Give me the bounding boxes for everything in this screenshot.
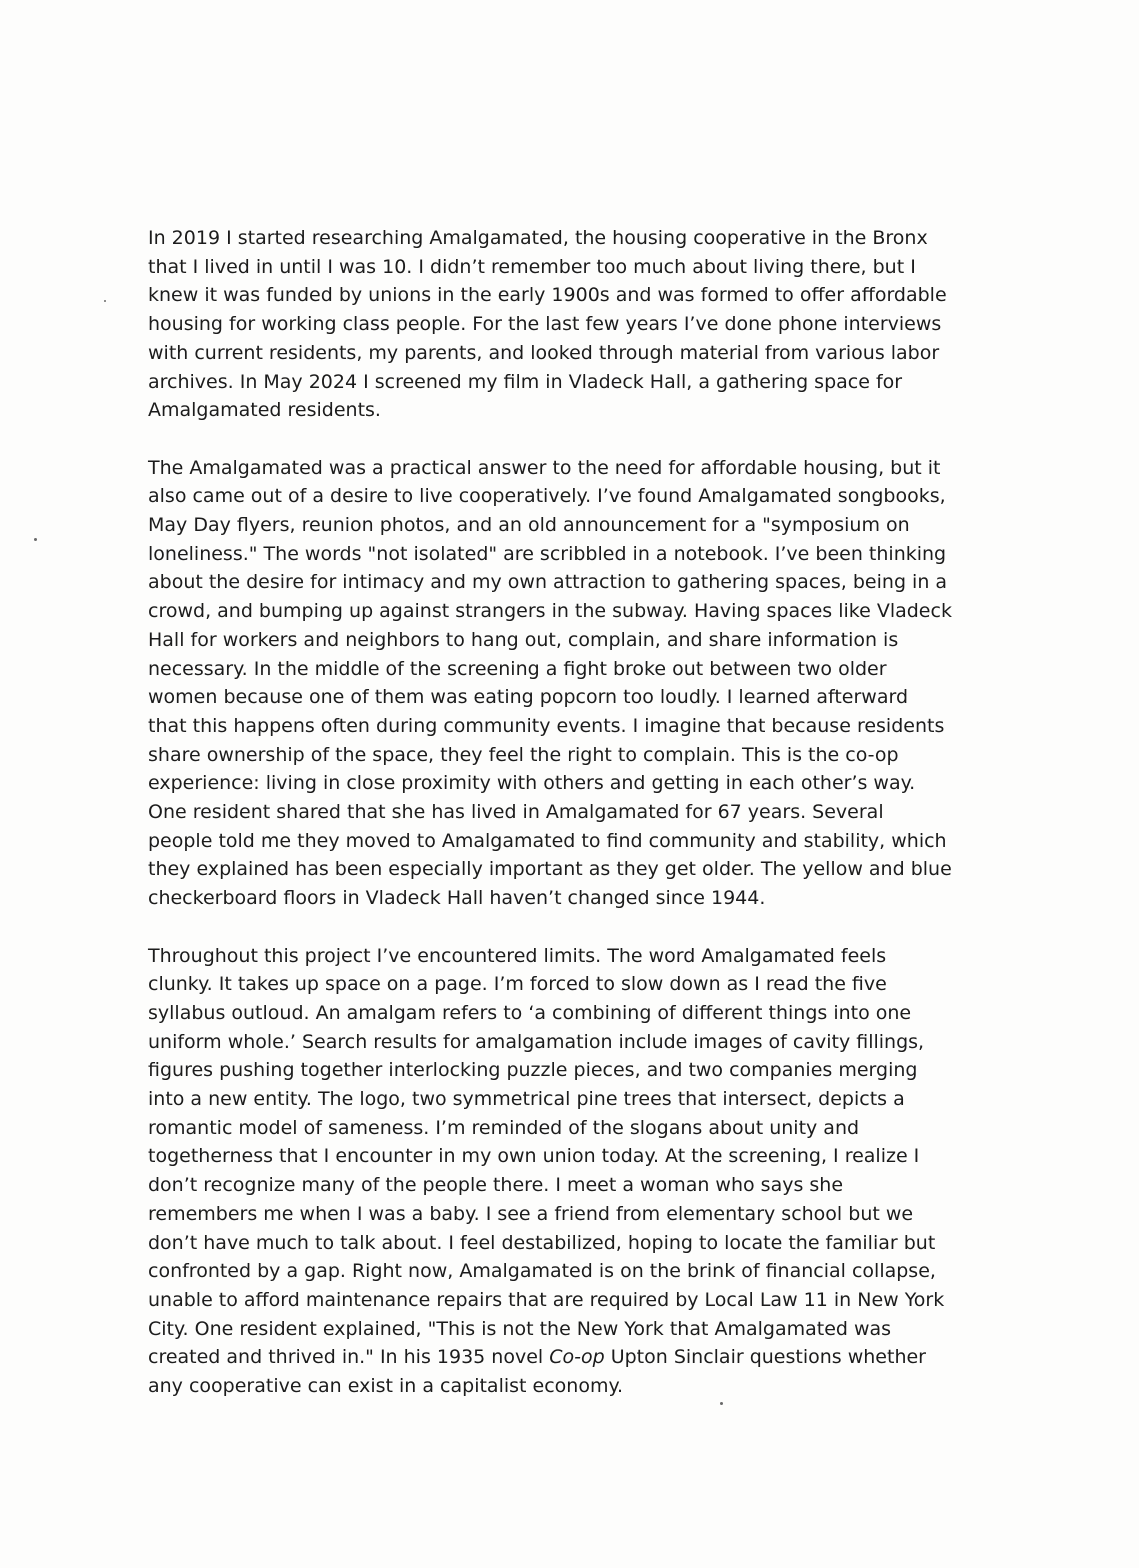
paragraph-1-line-3: knew it was funded by unions in the early 1900s and was formed to offer affordable: [148, 284, 947, 307]
paragraph-3-line-10: remembers me when I was a baby. I see a friend from elementary school but we: [148, 1202, 914, 1225]
paragraph-3-line-4: uniform whole.’ Search results for amalgamation include images of cavity fillings,: [148, 1030, 925, 1053]
paragraph-2-line-16: checkerboard floors in Vladeck Hall haven’t changed since 1944.: [148, 887, 766, 910]
paragraph-3-line-14: City. One resident explained, "This is not the New York that Amalgamated was: [148, 1317, 892, 1340]
paragraph-2-line-13: One resident shared that she has lived in Amalgamated for 67 years. Several: [148, 801, 884, 824]
paragraph-2: [148, 454, 1038, 913]
paragraph-2-line-11: share ownership of the space, they feel the right to complain. This is the co-op: [148, 743, 899, 766]
paragraph-2-line-12: experience: living in close proximity with others and getting in each other’s way.: [148, 772, 916, 795]
paragraph-2-line-14: people told me they moved to Amalgamated to find community and stability, which: [148, 829, 947, 852]
paragraph-2-line-15: they explained has been especially important as they get older. The yellow and blue: [148, 858, 952, 881]
paragraph-3-line-3: syllabus outloud. An amalgam refers to ‘a combining of different things into one: [148, 1001, 912, 1024]
paragraph-1-line-6: archives. In May 2024 I screened my film in Vladeck Hall, a gathering space for: [148, 370, 903, 393]
paragraph-1-line-2: that I lived in until I was 10. I didn’t remember too much about living there, but I: [148, 255, 916, 278]
paragraph-3-line-9: don’t recognize many of the people there. I meet a woman who says she: [148, 1174, 844, 1197]
paragraph-3-line-11: don’t have much to talk about. I feel destabilized, hoping to locate the familiar but: [148, 1231, 936, 1254]
paragraph-1-line-7: Amalgamated residents.: [148, 399, 381, 422]
paragraph-3-line-13: unable to afford maintenance repairs that are required by Local Law 11 in New York: [148, 1288, 945, 1311]
scan-speck: [104, 300, 106, 302]
paragraph-3-line-8: togetherness that I encounter in my own union today. At the screening, I realize I: [148, 1145, 920, 1168]
paragraph-1: [148, 224, 1038, 425]
paragraph-2-line-10: that this happens often during community events. I imagine that because residents: [148, 714, 945, 737]
paragraph-3-line-6: into a new entity. The logo, two symmetrical pine trees that intersect, depicts a: [148, 1088, 905, 1111]
paragraph-3-line-12: confronted by a gap. Right now, Amalgamated is on the brink of financial collapse,: [148, 1260, 936, 1283]
paragraph-1-line-5: with current residents, my parents, and looked through material from various labor: [148, 341, 940, 364]
paragraph-3-line-15-text: created and thrived in." In his 1935 novel: [148, 1346, 550, 1369]
paragraph-3-line-1: Throughout this project I’ve encountered limits. The word Amalgamated feels: [148, 944, 887, 967]
essay-body: [148, 224, 1038, 1401]
paragraph-3-line-5: figures pushing together interlocking puzzle pieces, and two companies merging: [148, 1059, 918, 1082]
scan-speck: [720, 1402, 723, 1405]
paragraph-2-line-8: necessary. In the middle of the screening a fight broke out between two older: [148, 657, 887, 680]
paragraph-2-line-2: also came out of a desire to live cooperatively. I’ve found Amalgamated songbooks,: [148, 485, 946, 508]
paragraph-3-line-15: [148, 1343, 1038, 1372]
paragraph-2-line-6: crowd, and bumping up against strangers in the subway. Having spaces like Vladeck: [148, 600, 952, 623]
paragraph-3-line-7: romantic model of sameness. I’m reminded of the slogans about unity and: [148, 1116, 860, 1139]
paragraph-gap: [148, 425, 1038, 454]
paragraph-3-line-2: clunky. It takes up space on a page. I’m forced to slow down as I read the five: [148, 973, 887, 996]
paragraph-2-line-5: about the desire for intimacy and my own attraction to gathering spaces, being in a: [148, 571, 948, 594]
paragraph-2-line-9: women because one of them was eating popcorn too loudly. I learned afterward: [148, 686, 908, 709]
paragraph-2-line-4: loneliness." The words "not isolated" are scribbled in a notebook. I’ve been thinking: [148, 542, 947, 565]
paragraph-3: [148, 942, 1038, 1401]
book-title: Co-op: [549, 1346, 605, 1369]
paragraph-1-line-4: housing for working class people. For the last few years I’ve done phone interviews: [148, 313, 942, 336]
paragraph-2-line-7: Hall for workers and neighbors to hang out, complain, and share information is: [148, 628, 899, 651]
paragraph-gap: [148, 913, 1038, 942]
scan-speck: [34, 538, 37, 541]
paragraph-3-line-16: any cooperative can exist in a capitalist economy.: [148, 1375, 624, 1398]
paragraph-2-line-1: The Amalgamated was a practical answer to the need for affordable housing, but it: [148, 456, 941, 479]
paragraph-2-line-3: May Day flyers, reunion photos, and an old announcement for a "symposium on: [148, 514, 910, 537]
paragraph-1-line-1: In 2019 I started researching Amalgamated, the housing cooperative in the Bronx: [148, 227, 928, 249]
paragraph-3-line-15-end: Upton Sinclair questions whether: [604, 1346, 926, 1369]
